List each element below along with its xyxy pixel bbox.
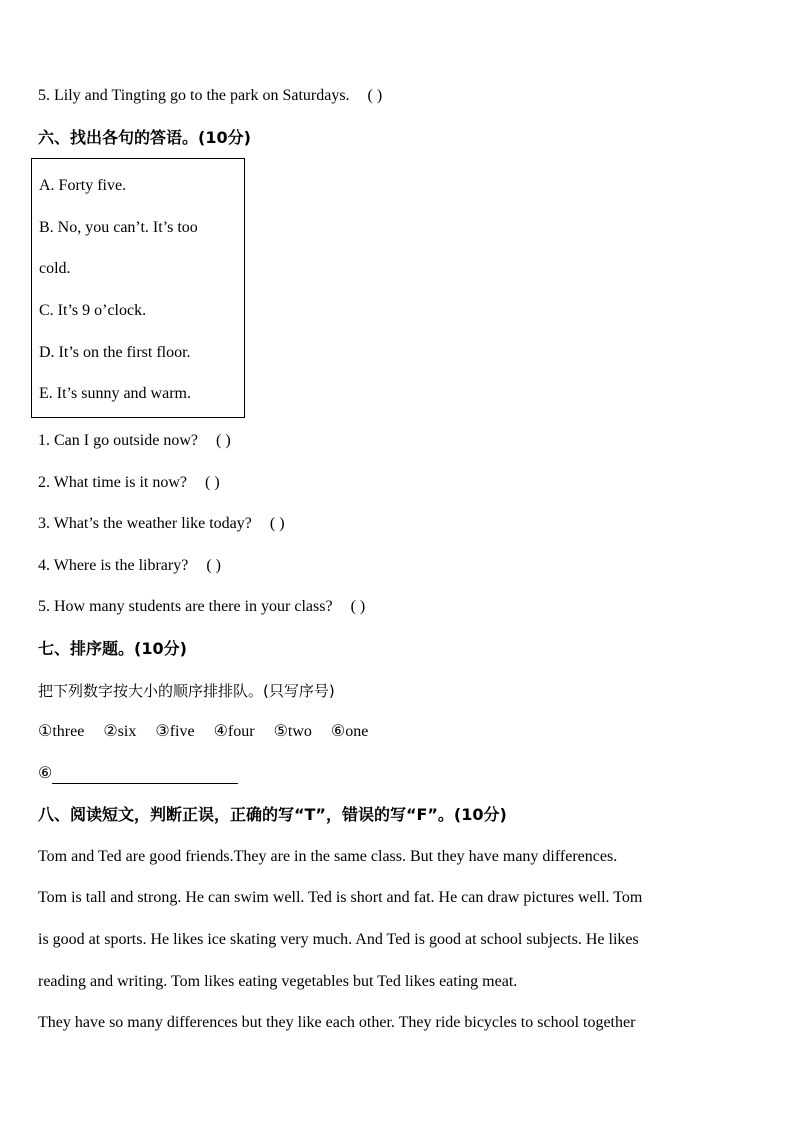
option-d: D. It’s on the first floor.	[39, 344, 191, 361]
section-8-heading: 八、阅读短文，判断正误，正确的写“T”，错误的写“F”。(10分)	[38, 805, 507, 824]
answer-blank[interactable]: ( )	[215, 432, 231, 449]
question-2	[38, 473, 220, 493]
answer-blank[interactable]: ( )	[367, 87, 383, 104]
number-sequence	[38, 722, 383, 742]
section-7-heading: 七、排序题。(10分)	[38, 639, 187, 658]
question-1	[38, 431, 231, 451]
question-4	[38, 556, 221, 576]
option-c: C. It’s 9 o’clock.	[39, 302, 147, 319]
question-5-true-false	[38, 86, 382, 106]
option-a: A. Forty five.	[39, 177, 127, 194]
sequence-item: ⑥one	[330, 723, 369, 740]
question-text: 1. Can I go outside now?	[38, 432, 198, 449]
answer-start-number: ⑥	[38, 765, 53, 782]
answer-blank[interactable]: ( )	[269, 515, 285, 532]
sequence-item: ⑤two	[273, 723, 312, 740]
section-6-heading: 六、找出各句的答语。(10分)	[38, 128, 251, 147]
passage-line: reading and writing. Tom likes eating vegetables but Ted likes eating meat.	[38, 973, 518, 990]
passage-line: Tom is tall and strong. He can swim well. Ted is short and fat. He can draw pictures well. Tom	[38, 889, 643, 906]
question-text: 5. Lily and Tingting go to the park on Saturdays.	[38, 87, 350, 104]
sequence-item: ②six	[103, 723, 137, 740]
question-text: 4. Where is the library?	[38, 557, 189, 574]
answer-options-box	[31, 158, 245, 418]
answer-line[interactable]	[52, 767, 238, 784]
sequence-item: ③five	[155, 723, 195, 740]
question-3	[38, 514, 285, 534]
option-e: E. It’s sunny and warm.	[39, 385, 191, 402]
sequence-item: ④four	[213, 723, 255, 740]
answer-blank[interactable]: ( )	[206, 557, 221, 574]
question-text: 5. How many students are there in your class?	[38, 598, 333, 615]
section-7-instruction: 把下列数字按大小的顺序排排队。(只写序号)	[38, 682, 335, 700]
passage-line: Tom and Ted are good friends.They are in the same class. But they have many differences.	[38, 848, 618, 865]
option-b: B. No, you can’t. It’s too	[39, 219, 198, 236]
answer-blank[interactable]: ( )	[350, 598, 366, 615]
question-text: 3. What’s the weather like today?	[38, 515, 252, 532]
sequence-item: ①three	[38, 723, 85, 740]
question-5	[38, 597, 365, 617]
sequence-answer	[38, 764, 238, 784]
passage-line: is good at sports. He likes ice skating very much. And Ted is good at school subjects. He likes	[38, 931, 639, 948]
question-text: 2. What time is it now?	[38, 474, 188, 491]
answer-blank[interactable]: ( )	[205, 474, 220, 491]
passage-line: They have so many differences but they like each other. They ride bicycles to school together	[38, 1014, 636, 1031]
option-b-continued: cold.	[39, 260, 71, 277]
